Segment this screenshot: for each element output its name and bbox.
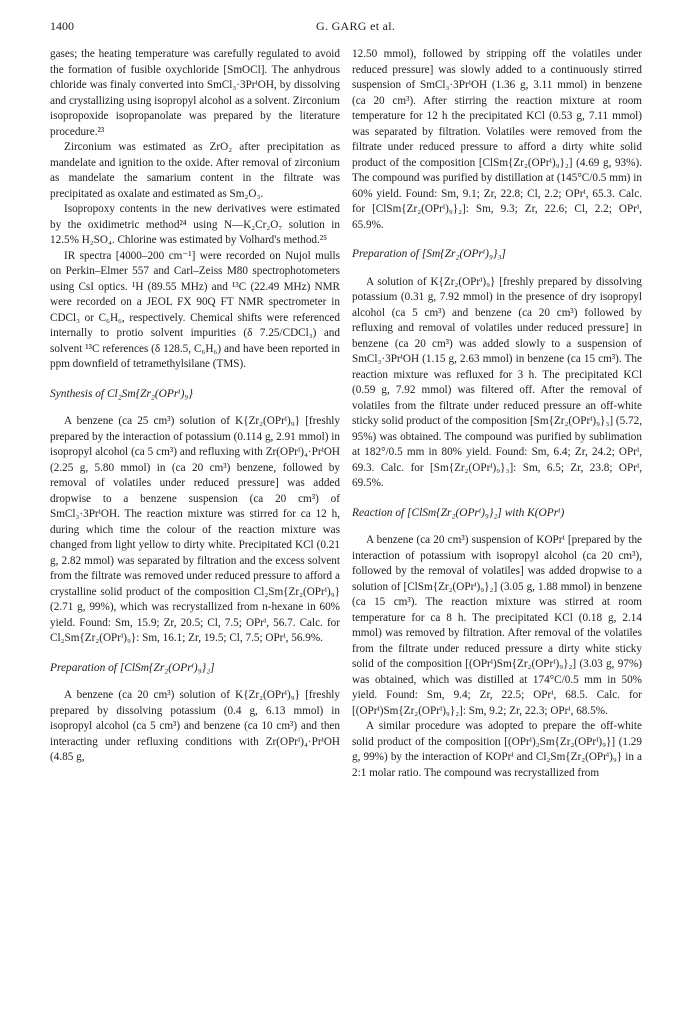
running-head: G. GARG et al.	[316, 19, 396, 33]
page-number: 1400	[50, 19, 74, 33]
paragraph-synthesis: A benzene (ca 25 cm³) solution of K{Zr₂(OPrⁱ)₉} [freshly prepared by the interaction of potassium (0.114 g, 2.91 mmol) in isopropyl alcohol (ca 5 cm³) and refluxing with Zr(OPrⁱ)₄·PrⁱOH (2.25 g, 5.80 mmol) in (ca 20 cm³) benzene, followed by removal of volatiles under reduced pressure] was added dropwise to a benzene suspension (ca 20 cm³) of SmCl₃·3PrⁱOH. The reaction mixture was stirred for ca 12 h, during which time the colour of the reaction mixture was changed from light yellow to dirty white. Precipitated KCl (0.21 g, 2.82 mmol) was separated by filtration and the excess solvent from the filtrate was removed under reduced pressure to afford a crystalline solid product of the composition Cl₂Sm{Zr₂(OPrⁱ)₉} (2.71 g, 99%), which was recrystallized from n-hexane in 60% yield. Found: Sm, 15.9; Zr, 20.5; Cl, 7.5; OPrⁱ, 56.7. Calc. for Cl₂Sm{Zr₂(OPrⁱ)₉}: Sm, 16.1; Zr, 19.5; Cl, 7.5; OPrⁱ, 56.9%.	[50, 415, 340, 644]
paragraph-oxychloride: gases; the heating temperature was carefully regulated to avoid the formation of fusible oxychloride [SmOCl]. The anhydrous chloride was finaly converted into SmCl₃·3PrⁱOH, by dissolving and crystallizing using isopropyl alcohol as a solvent. Zirconium isopropoxide isopropanolate was prepared by the literature procedure.²³	[50, 48, 340, 138]
paragraph-isopropoxy-estimation: Isopropoxy contents in the new derivatives were estimated by the oxidimetric method²⁴ using N—K₂Cr₂O₇ solution in 12.5% H₂SO₄. Chlorine was estimated by Volhard's method.²⁵	[50, 203, 340, 246]
left-column	[50, 47, 340, 766]
paragraph-similar-procedure: A similar procedure was adopted to prepare the off-white solid product of the composition [(OPrⁱ)₂Sm{Zr₂(OPrⁱ)₉}] (1.29 g, 99%) by the interaction of KOPrⁱ and Cl₂Sm{Zr₂(OPrⁱ)₉} in a 2:1 molar ratio. The compound was recrystallized from	[352, 720, 642, 779]
section-heading-synthesis: Synthesis of Cl₂Sm{Zr₂(OPrⁱ)₉}	[50, 387, 193, 400]
section-heading-preparation-clsm: Preparation of [ClSm{Zr₂(OPrⁱ)₉}₂]	[50, 661, 215, 674]
right-column	[352, 47, 642, 781]
section-heading-preparation-sm: Preparation of [Sm{Zr₂(OPrⁱ)₉}₃]	[352, 248, 506, 260]
paragraph-preparation-clsm: A benzene (ca 20 cm³) solution of K{Zr₂(OPrⁱ)₉} [freshly prepared by dissolving potassium (0.4 g, 6.13 mmol) in isopropyl alcohol (ca 5 cm³) and benzene (ca 10 cm³) and then interacting under refluxing conditions with Zr(OPrⁱ)₄·PrⁱOH (4.85 g,	[50, 689, 340, 763]
paragraph-reaction: A benzene (ca 20 cm³) suspension of KOPrⁱ [prepared by the interaction of potassium with isopropyl alcohol (ca 20 cm³), followed by the removal of volatiles] was added dropwise to a solution of [ClSm{Zr₂(OPrⁱ)₉}₂] (3.05 g, 1.88 mmol) in benzene (ca 15 cm³). The reaction mixture was stirred at room temperature for ca 8 h. The precipitated KCl (0.18 g, 2.14 mmol) was removed by filtration. After removal of the volatiles from the filtrate under reduced pressure a dirty white sticky solid of the composition [(OPrⁱ)Sm{Zr₂(OPrⁱ)₉}₂] (3.03 g, 97%) was obtained, which was distilled at 174°C/0.5 mm in 50% yield. Found: Sm, 9.4; Zr, 22.5; OPrⁱ, 68.5. Calc. for [(OPrⁱ)Sm{Zr₂(OPrⁱ)₉}₂]: Sm, 9.2; Zr, 22.3; OPrⁱ, 68.5%.	[352, 534, 642, 717]
section-heading-reaction: Reaction of [ClSm{Zr₂(OPrⁱ)₉}₂] with K(OPrⁱ)	[352, 506, 565, 519]
paragraph-preparation-continued: 12.50 mmol), followed by stripping off the volatiles under reduced pressure] was slowly added to a continuously stirred suspension of SmCl₃·3PrⁱOH (1.36 g, 3.11 mmol) in benzene (ca 20 cm³). After stirring the reaction mixture at room temperature for 12 h the precipitated KCl (0.53 g, 7.11 mmol) was separated by filtration. Volatiles were removed from the filtrate under reduced pressure to afford a dirty white solid product of the composition [ClSm{Zr₂(OPrⁱ)₉}₂] (4.69 g, 93%). The compound was purified by distillation at (145°C/0.5 mm) in 60% yield. Found: Sm, 9.1; Zr, 22.8; Cl, 2.2; OPrⁱ, 65.3. Calc. for [ClSm{Zr₂(OPrⁱ)₉}₂]: Sm, 9.3; Zr, 22.6; Cl, 2.2; OPrⁱ, 65.9%.	[352, 48, 642, 231]
paragraph-zirconium-estimation: Zirconium was estimated as ZrO₂ after precipitation as mandelate and ignition to the oxide. After removal of zirconium as mandelate the samarium content in the filtrate was precipitated as oxalate and estimated as Sm₂O₃.	[50, 141, 340, 200]
paragraph-spectra: IR spectra [4000–200 cm⁻¹] were recorded on Nujol mulls on Perkin–Elmer 557 and Carl–Zeiss M80 spectrophotometers using CsI optics. ¹H (89.55 MHz) and ¹³C (22.49 MHz) NMR were recorded on a JEOL FX 90Q FT NMR spectrometer in CDCl₃ or C₆H₆, respectively. Chemical shifts were referenced internally to protio solvent impurities (δ 7.25/CDCl₃) and solvent ¹³C references (δ 128.5, C₆H₆) and have been reported in ppm downfield of tetramethylsilane (TMS).	[50, 249, 340, 370]
paragraph-preparation-sm: A solution of K{Zr₂(OPrⁱ)₉} [freshly prepared by dissolving potassium (0.31 g, 7.92 mmol) in the presence of dry isopropyl alcohol (ca 5 cm³) and benzene (ca 20 cm³) followed by refluxing and removal of volatiles under reduced pressure] in benzene (ca 20 cm³) was added slowly to a suspension of SmCl₃·3PrⁱOH (1.15 g, 2.63 mmol) in benzene (ca 15 cm³). The reaction mixture was refluxed for 3 h. The precipitated KCl (0.59 g, 7.92 mmol) was filtered off. After the removal of volatiles from the filtrate under reduced pressure an off-white sticky solid product of the composition [Sm{Zr₂(OPrⁱ)₉}₃] (5.72, 95%) was obtained. The compound was purified by sublimation at 182°/0.5 mm in 80% yield. Found: Sm, 6.4; Zr, 24.2; OPrⁱ, 69.3. Calc. for [Sm{Zr₂(OPrⁱ)₉}₃]: Sm, 6.5; Zr, 23.8; OPrⁱ, 69.5%.	[352, 275, 642, 489]
